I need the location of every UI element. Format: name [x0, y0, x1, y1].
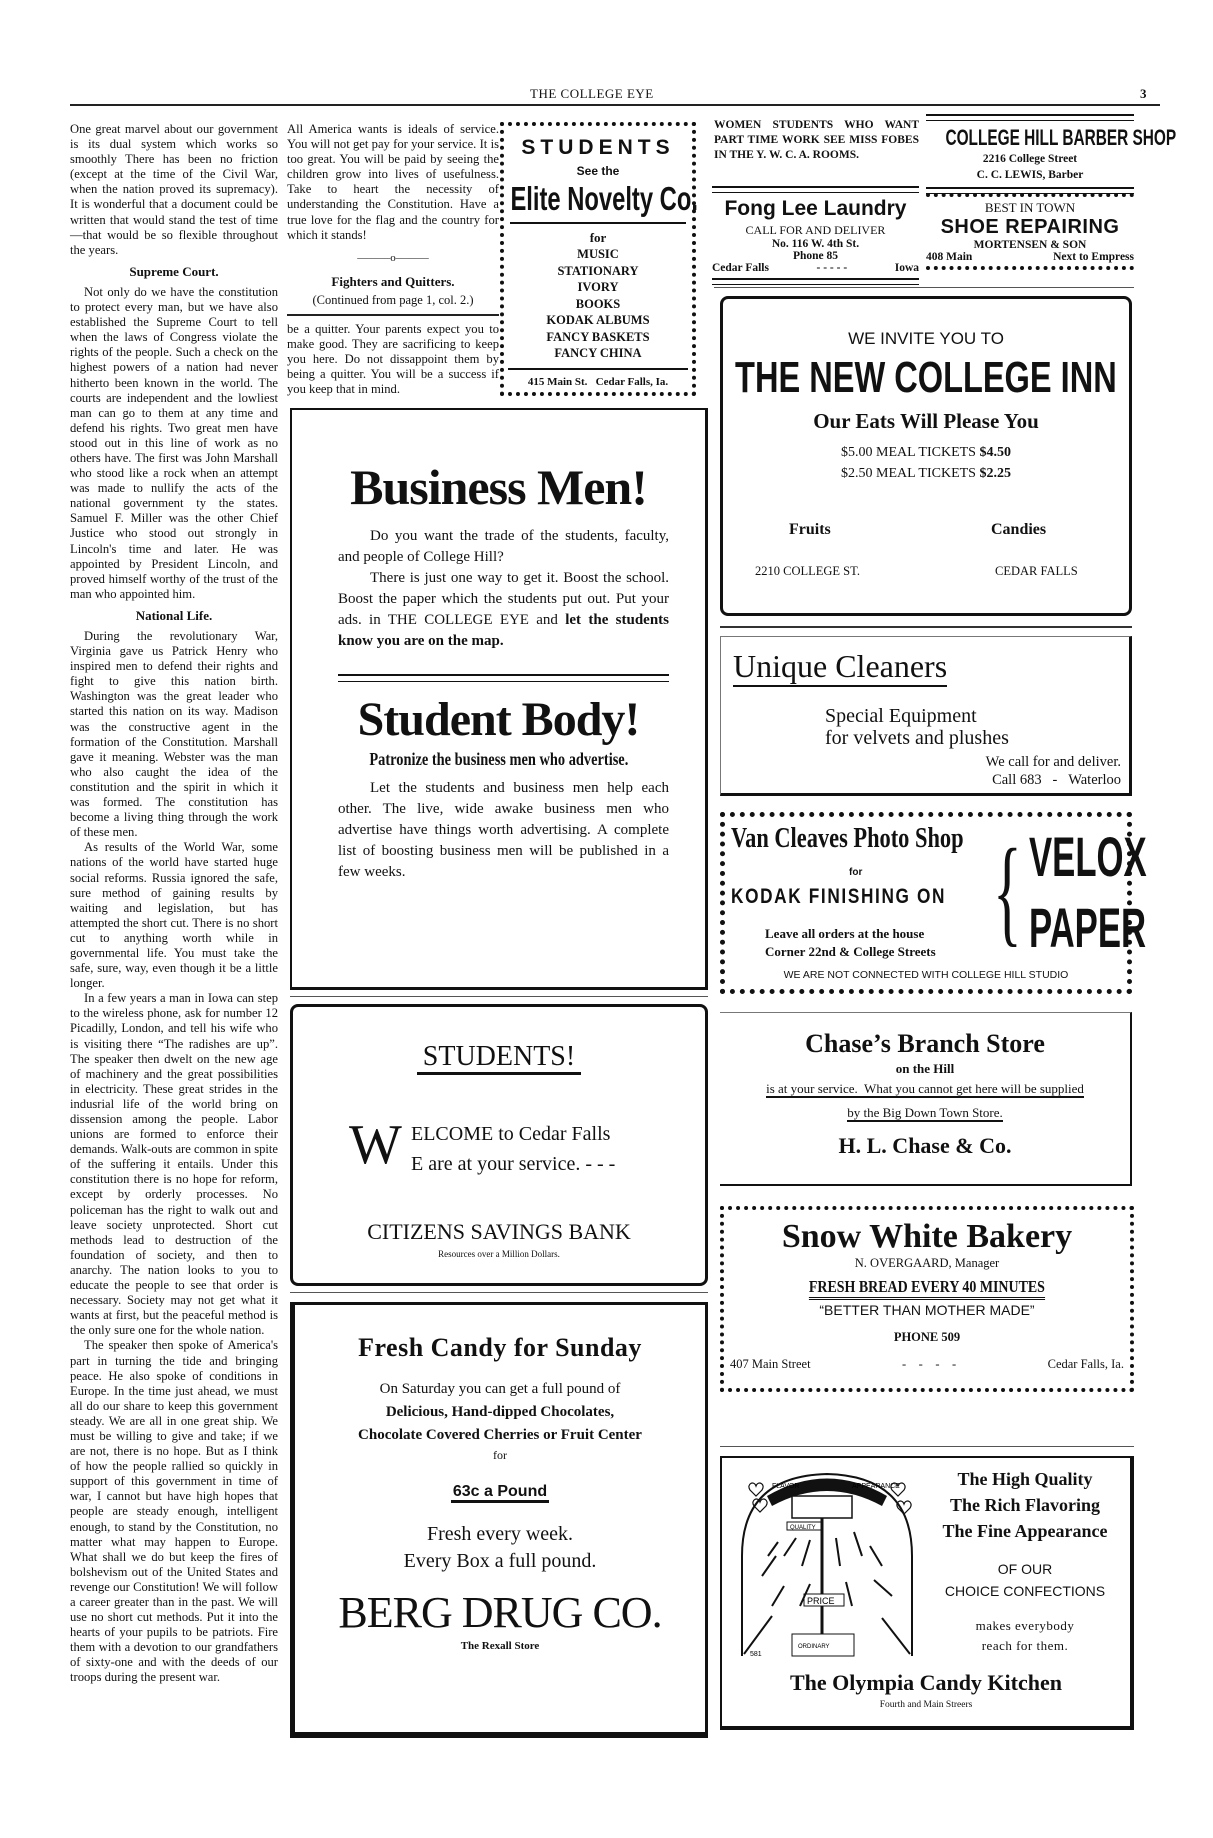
page-header	[0, 80, 1160, 104]
divider-rule	[926, 114, 1134, 121]
ad-business-men-student-body	[290, 408, 708, 990]
ad-chase-branch-store	[720, 1012, 1132, 1186]
hands-reaching-illustration-icon	[732, 1466, 922, 1662]
ad-item: BOOKS	[575, 296, 621, 311]
separator	[720, 626, 1132, 628]
meal-ticket-list	[723, 442, 1129, 484]
ad-business-name: The Olympia Candy Kitchen	[790, 1670, 1062, 1695]
ad-text: Resources over a Million Dollars.	[438, 1249, 560, 1259]
separator	[290, 996, 708, 997]
divider-rule	[338, 674, 669, 682]
ad-disclaimer: WE ARE NOT CONNECTED WITH COLLEGE HILL STUDIO	[783, 969, 1069, 981]
ad-business-name: CITIZENS SAVINGS BANK	[367, 1219, 631, 1244]
ad-text: Leave all orders at the house	[765, 926, 925, 941]
ad-slogan: “BETTER THAN MOTHER MADE”	[819, 1302, 1035, 1318]
ad-text: Special Equipment	[825, 705, 977, 727]
ad-text-block	[922, 1466, 1128, 1544]
ad-body	[338, 526, 669, 652]
article-column-2	[287, 122, 499, 398]
newspaper-title: THE COLLEGE EYE	[530, 86, 654, 101]
ad-item: Candies	[991, 521, 1047, 538]
ad-text: The Fine Appearance	[942, 1521, 1108, 1541]
ad-address: 408 Main	[926, 251, 973, 263]
ad-business-name: THE NEW COLLEGE INN	[735, 353, 1117, 402]
ad-shoe-repairing	[926, 193, 1134, 270]
svg-text:581: 581	[750, 1651, 762, 1658]
ad-text: by the Big Down Town Store.	[847, 1105, 1003, 1120]
separator	[290, 1292, 708, 1293]
ad-elite-novelty	[500, 122, 696, 396]
ad-owner: C. C. LEWIS, Barber	[976, 169, 1084, 181]
ad-text: On Saturday you can get a full pound of	[379, 1381, 621, 1397]
ad-slogan: FRESH BREAD EVERY 40 MINUTES	[809, 1277, 1045, 1300]
ad-dashes: - - - -	[902, 1357, 957, 1371]
ad-text: The Rich Flavoring	[949, 1495, 1100, 1515]
ad-text: for velvets and plushes	[825, 727, 1009, 749]
ad-contact	[986, 753, 1121, 789]
ad-tagline: The Rexall Store	[460, 1640, 540, 1652]
article-paragraph: In a few years a man in Iowa can step to the wireless phone, ask for number 12 Picadilly, London, and tell his wife who is visiting there “The radishes are up”. The speaker then dwelt on the new age of machinery and the great possibilities in electricity. These great strides in the indusrial life of the world bring on dissension among the people. Labor unions are formed to enforce their demands. Walk-outs are common in spite of the suffering it entails. Under this constitution there is no hope for reform, except by orderly processes. No policeman has the right to walk out and leave society unprotected. Short cut methods lead to destruction of the foundation of society, and then to anarchy. The nation looks to you to educate the people to see that order is necessary. Society may not get what it wants at first, but the peaceful method is the only sure one for the whole nation.	[70, 991, 278, 1338]
ad-dash: -	[1052, 772, 1058, 788]
ad-text-block	[411, 1119, 615, 1179]
ad-text: is at your service. What you cannot get here will be supplied	[766, 1081, 1084, 1096]
ad-text: CHOICE CONFECTIONS	[944, 1583, 1106, 1599]
ad-text: There is just one way to get it. Boost the school. Boost the paper which the students put out. Put your ads. in THE COLLEGE EYE and	[338, 570, 669, 628]
ad-college-inn	[720, 296, 1132, 616]
divider: ———o———	[357, 251, 429, 264]
section-heading-fighters: Fighters and Quitters.	[331, 273, 455, 289]
article-column-1	[70, 122, 278, 1686]
ad-location-row	[730, 1357, 1124, 1372]
ad-headline: Business Men!	[350, 459, 647, 515]
ad-manager: N. OVERGAARD, Manager	[854, 1256, 1000, 1270]
ad-paragraph: Do you want the trade of the students, faculty, and people of College Hill?	[338, 528, 669, 565]
ad-text-block	[922, 1558, 1128, 1602]
ad-paragraph: Let the students and business men help each other. The live, wide awake business men who advertise have things worth advertising. A complete list of boosting business men will be published in a few weeks.	[338, 780, 669, 880]
ad-business-name: BERG DRUG CO.	[338, 1588, 662, 1637]
ad-text: on the Hill	[895, 1061, 955, 1076]
divider-rule	[287, 314, 499, 316]
ad-slogan: Our Eats Will Please You	[813, 409, 1039, 433]
page-number: 3	[1140, 86, 1147, 101]
article-intro: One great marvel about our government is its dual system which works so smoothly There has been no friction (except at the time of the Civil War, when the nation proved its supremacy). It is wonderful that a document could be written that would stand the test of time—that would be so flexible throughout the years.	[70, 122, 278, 257]
ad-barber-shop	[926, 114, 1177, 194]
ad-address: 407 Main Street	[730, 1357, 811, 1371]
ad-unique-cleaners	[720, 636, 1132, 796]
ad-company: H. L. Chase & Co.	[838, 1133, 1012, 1158]
article-paragraph: All America wants is ideals of service. You will not get pay for your service. It is too great. You will be paid by seeing the children grow into lives of usefulness. Take to heart the necessity of understanding the Constitution. Have a true love for the flag and the country for which it stands!	[287, 122, 499, 242]
ad-business-name: Unique Cleaners	[733, 647, 947, 687]
ad-price: 63c a Pound	[451, 1483, 549, 1503]
ad-citizens-savings-bank	[290, 1004, 708, 1286]
ad-snow-white-bakery	[720, 1206, 1134, 1392]
ticket-label: $2.50 MEAL TICKETS	[841, 466, 976, 481]
ad-text-block	[765, 925, 936, 961]
ad-subhead: Patronize the business men who advertise.	[369, 749, 628, 769]
ad-phone: Phone 85	[792, 250, 839, 262]
header-rule	[70, 104, 1160, 106]
ad-text: OF OUR	[997, 1561, 1053, 1577]
ad-item: FANCY CHINA	[554, 346, 642, 360]
ad-city: Waterloo	[1068, 772, 1121, 788]
ad-text: WE INVITE YOU TO	[848, 329, 1004, 348]
ticket-price: $4.50	[979, 445, 1011, 460]
separator	[720, 1446, 1134, 1447]
ad-phone-row	[986, 771, 1121, 789]
article-paragraph: During the revolutionary War, Virginia gave us Patrick Henry who inspired men to defend their rights and fight to give this nation birth. Washington was the great leader who started this nation on its way. Madison was the constructive agent in the formation of the Constitution. Marshall gave it meaning. Webster was the man who also caught the idea of the constitution and the spirit in which it was formed. The constitution has become a living thing through the work of these men.	[70, 629, 278, 840]
ad-business-name: Chase’s Branch Store	[805, 1029, 1045, 1058]
ad-text-block	[825, 705, 1009, 749]
drop-cap: W	[349, 1114, 402, 1176]
ad-text: Delicious, Hand-dipped Chocolates,	[385, 1404, 615, 1420]
ad-city: Cedar Falls	[712, 262, 769, 274]
ad-item: STATIONARY	[557, 263, 639, 278]
ad-fong-lee-laundry	[712, 186, 919, 285]
ad-text: We call for and deliver.	[985, 754, 1121, 770]
ad-text: Every Box a full pound.	[403, 1550, 597, 1572]
ad-text: ELCOME to Cedar Falls	[411, 1123, 611, 1145]
ad-phone: Call 683	[992, 772, 1042, 788]
ad-text: for	[589, 230, 607, 245]
svg-text:QUALITY: QUALITY	[790, 1525, 816, 1531]
article-paragraph: As results of the World War, some nations of the world have started huge social reforms. Russia ignored the safe, sure method of gaining results by waiting and legislation, but has attempted the short cut. There is no short cut to anything worth while in governmental life. You must take the safe, sure, way, even though it be a little longer.	[70, 840, 278, 991]
ad-text: makes everybody	[975, 1618, 1075, 1633]
ad-item: MUSIC	[577, 247, 619, 261]
article-paragraph: Not only do we have the constitution to protect every man, but we have also established the Supreme Court to tell when the laws of Congress violate the rights of the people. Such a check on the highest powers of a nation had never hitherto been known in the world. The courts are independent and the lowliest man can go to them at any time and defend his rights. Two great men have stood out in this line of work as no others have. The first was John Marshall who stood like a rock when an attempt was made to nullify the acts of the national government ty the states. Samuel F. Miller was the other Chief Justice who stood out strongly in Lincoln's time and later. He was appointed by President Lincoln, and proved himself worthy of the trust of the man who appointed him.	[70, 284, 278, 601]
ad-headline: STUDENTS	[521, 136, 675, 159]
ad-product-line: VELOX	[1029, 825, 1147, 888]
ad-product-line: PAPER	[1029, 896, 1147, 959]
ad-city: CEDAR FALLS	[995, 564, 1078, 578]
ad-berg-drug	[290, 1302, 708, 1738]
ad-headline: STUDENTS!	[417, 1041, 581, 1075]
ad-product	[1029, 825, 1213, 971]
ad-location-row	[712, 262, 919, 274]
diamond-border	[926, 193, 1134, 197]
ad-address: 2210 COLLEGE ST.	[755, 564, 860, 578]
ad-location-row	[926, 251, 1134, 263]
article-paragraph: The speaker then spoke of America's part in turning the tide and bringing peace. He also spoke of conditions in Europe. In the time just ahead, we must all do our share to keep this government steady. We are all in one great ship. We must be willing to give and take; if we are not, there is no hope. But as I think of how the people rallied so quickly in support of this government in time of war, I cannot but have high hopes that people are steady enough, intelligent enough, to stand by the Constitution, no matter what may happen to Europe. What shall we do but keep the fires of bolshevism out of the United States and revenge our Constitution! We will follow a career greater than in the past. We will use no short cut methods. Put it into the hearts of your pupils to be patriots. Fire them with a devotion to our grandfathers of sixty-one and with the deeds of our troops during the present war.	[70, 1338, 278, 1685]
ad-van-cleaves-photo	[720, 812, 1147, 994]
ad-address: No. 116 W. 4th St.	[771, 238, 860, 250]
divider-rule	[508, 368, 688, 370]
ad-business-name: SHOE REPAIRING	[940, 216, 1120, 238]
ad-text: See the	[576, 164, 620, 178]
article-paragraph: be a quitter. Your parents expect you to make good. They are sacrificing to keep you here. Do not dissappoint them by being a quitter. You will be a success if you keep that in mind.	[287, 322, 499, 397]
diamond-border	[926, 266, 1134, 270]
ad-headline: Fresh Candy for Sunday	[358, 1333, 642, 1362]
svg-text:APPEARANCE: APPEARANCE	[852, 1483, 900, 1490]
section-heading-national-life: National Life.	[135, 607, 213, 623]
ad-dashes: - - - - -	[816, 262, 848, 274]
svg-text:PRICE: PRICE	[807, 1596, 835, 1606]
ad-business-name: Elite Novelty Co.	[510, 180, 698, 217]
ad-text: Chocolate Covered Cherries or Fruit Center	[358, 1427, 642, 1443]
ad-text: for	[849, 867, 863, 878]
ad-service: KODAK FINISHING ON	[731, 885, 947, 908]
ad-address: 2216 College Street	[982, 153, 1078, 165]
ad-text: E are at your service. - - -	[411, 1153, 616, 1175]
ticket-label: $5.00 MEAL TICKETS	[841, 445, 976, 460]
meal-ticket-row	[723, 442, 1129, 463]
ad-text: CALL FOR AND DELIVER	[745, 223, 886, 237]
ad-item: IVORY	[577, 280, 619, 294]
meal-ticket-row	[723, 463, 1129, 484]
divider-rule	[510, 222, 686, 224]
ad-paragraph	[338, 568, 669, 652]
ad-state: Iowa	[894, 262, 919, 274]
brace-icon: {	[993, 824, 1022, 957]
ad-text: for	[493, 1448, 507, 1462]
ad-item: FANCY BASKETS	[546, 329, 650, 344]
ad-text: The High Quality	[957, 1469, 1093, 1489]
ad-text: reach for them.	[981, 1638, 1069, 1653]
ad-address: Corner 22nd & College Streets	[765, 944, 936, 959]
ad-business-name: COLLEGE HILL BARBER SHOP	[945, 125, 1177, 150]
ad-item: KODAK ALBUMS	[546, 313, 650, 327]
section-heading-supreme-court: Supreme Court.	[129, 263, 219, 279]
ad-business-name: Snow White Bakery	[781, 1218, 1073, 1255]
ad-address: Fourth and Main Streers	[879, 1700, 973, 1710]
ad-text-block	[922, 1616, 1128, 1656]
ad-owner: MORTENSEN & SON	[973, 239, 1087, 251]
continued-note: (Continued from page 1, col. 2.)	[312, 292, 474, 307]
ad-phone: PHONE 509	[893, 1330, 961, 1344]
divider-rule	[712, 278, 919, 285]
ad-location: Next to Empress	[1053, 251, 1134, 263]
ad-text: BEST IN TOWN	[984, 200, 1076, 215]
ad-city: Cedar Falls, Ia.	[1047, 1357, 1124, 1371]
ad-item-list	[504, 246, 692, 362]
notice-women-students: WOMEN STUDENTS WHO WANT PART TIME WORK SEE MISS FOBES IN THE Y. W. C. A. ROOMS.	[714, 119, 919, 161]
ad-text-bold: let the students know you are on the map.	[338, 612, 669, 649]
ticket-price: $2.25	[979, 466, 1011, 481]
ad-business-name: Fong Lee Laundry	[724, 197, 907, 220]
svg-text:FLAVOR: FLAVOR	[772, 1483, 800, 1490]
ad-business-name: Van Cleaves Photo Shop	[731, 823, 964, 854]
ad-text: Fresh every week.	[426, 1523, 574, 1545]
svg-text:ORDINARY: ORDINARY	[798, 1644, 830, 1650]
ad-item: Fruits	[789, 521, 831, 538]
ad-address: 415 Main St. Cedar Falls, Ia.	[527, 375, 669, 388]
ad-olympia-candy-kitchen	[720, 1456, 1134, 1730]
separator	[714, 287, 1134, 288]
ad-headline: Student Body!	[357, 693, 640, 746]
divider-rule	[712, 186, 919, 193]
